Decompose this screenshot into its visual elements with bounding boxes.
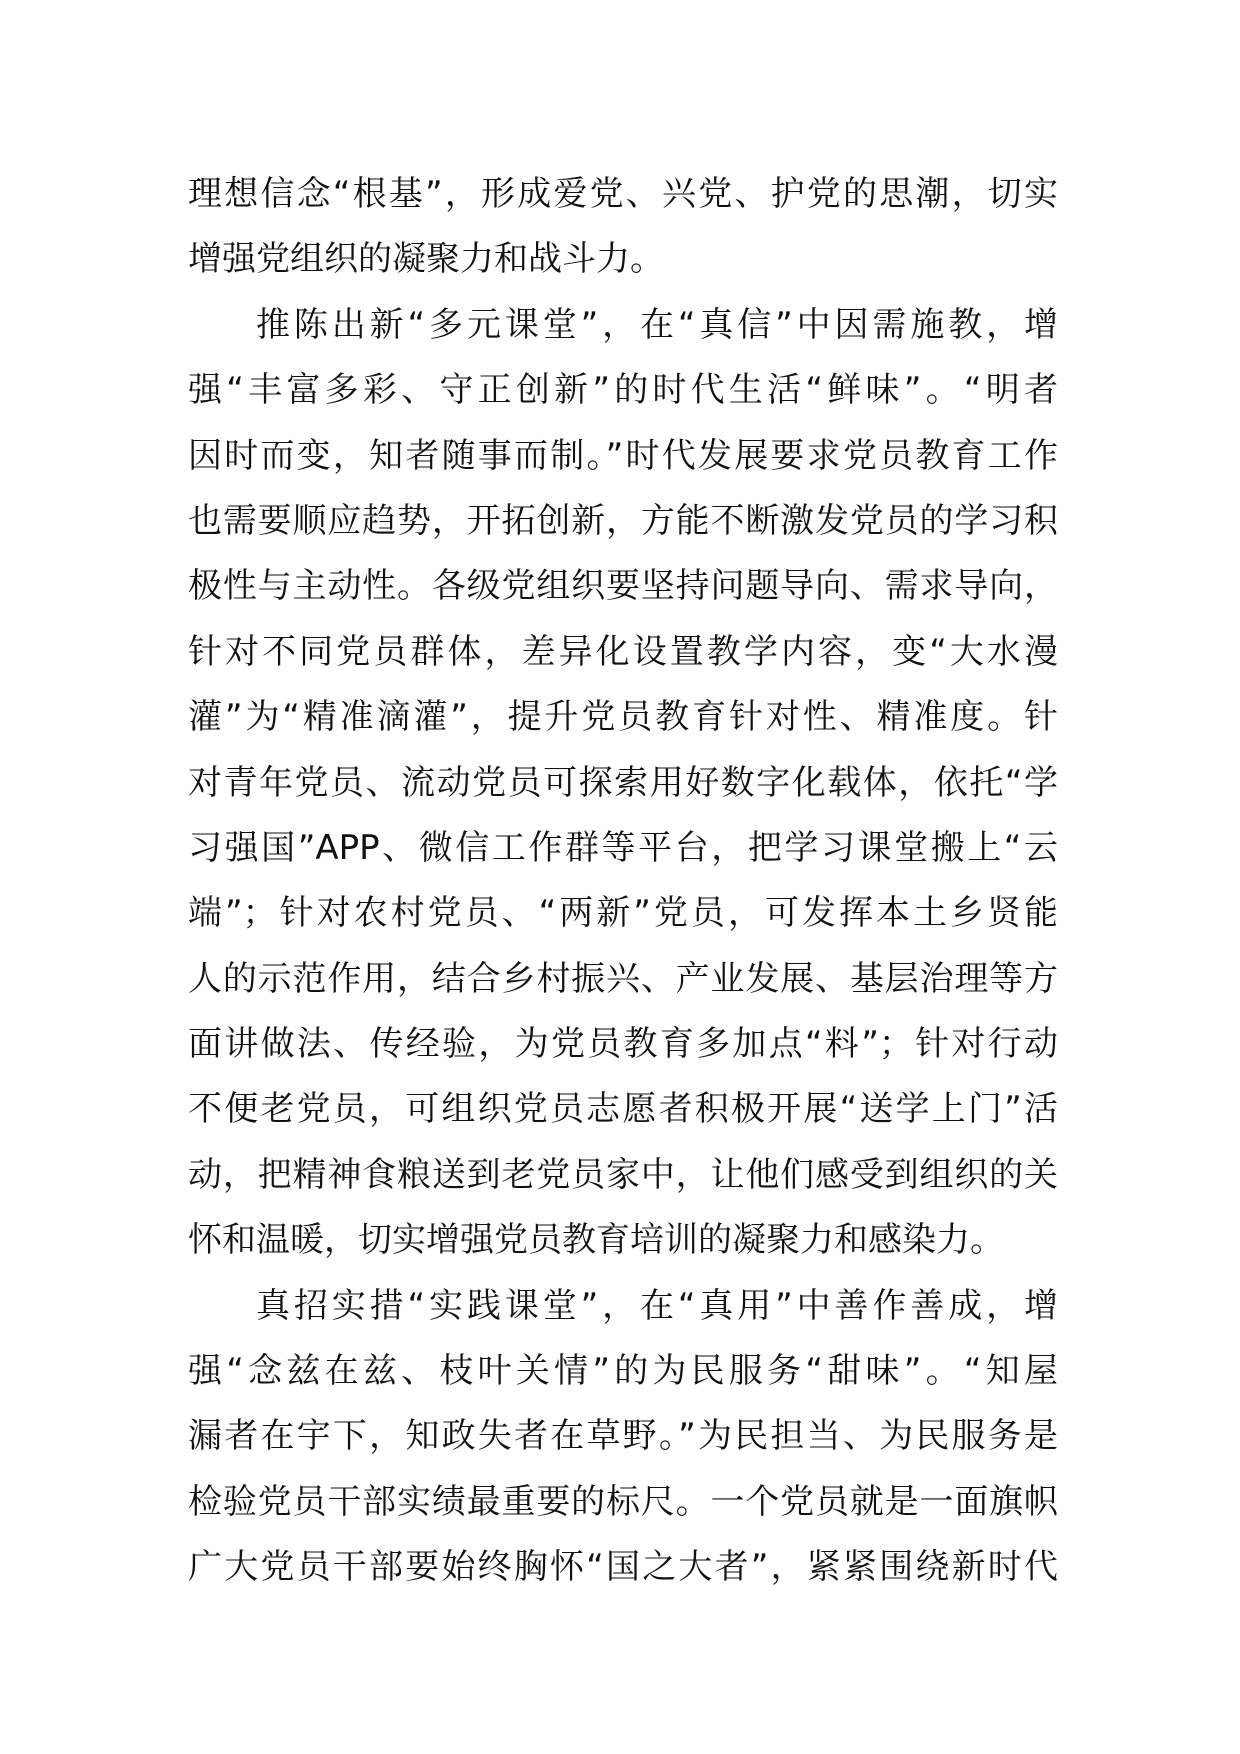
text-line: 人的示范作用，结合乡村振兴、产业发展、基层治理等方 (188, 958, 1058, 999)
text-line: 检验党员干部实绩最重要的标尺。一个党员就是一面旗帜 (188, 1481, 1058, 1522)
text-line: 强“丰富多彩、守正创新”的时代生活“鲜味”。“明者 (188, 370, 1058, 411)
body-text (188, 162, 1058, 1601)
text-line: 广大党员干部要始终胸怀“国之大者”，紧紧围绕新时代 (188, 1547, 1058, 1588)
text-line: 动，把精神食粮送到老党员家中，让他们感受到组织的关 (188, 1154, 1058, 1195)
text-line: 推陈出新“多元课堂”，在“真信”中因需施教，增 (256, 304, 1058, 345)
text-line: 不便老党员，可组织党员志愿者积极开展“送学上门”活 (188, 1089, 1058, 1130)
text-line: 端”；针对农村党员、“两新”党员，可发挥本土乡贤能 (188, 893, 1058, 934)
text-line: 针对不同党员群体，差异化设置教学内容，变“大水漫 (188, 631, 1058, 672)
text-line: 面讲做法、传经验，为党员教育多加点“料”；针对行动 (188, 1024, 1058, 1065)
text-line: 习强国”APP、微信工作群等平台，把学习课堂搬上“云 (188, 827, 1058, 868)
text-line: 因时而变，知者随事而制。”时代发展要求党员教育工作 (188, 435, 1058, 476)
text-line: 极性与主动性。各级党组织要坚持问题导向、需求导向， (188, 566, 1058, 607)
text-line: 增强党组织的凝聚力和战斗力。 (188, 239, 664, 280)
text-line: 漏者在宇下，知政失者在草野。”为民担当、为民服务是 (188, 1416, 1058, 1457)
text-line: 也需要顺应趋势，开拓创新，方能不断激发党员的学习积 (188, 500, 1058, 541)
text-line: 强“念兹在兹、枝叶关情”的为民服务“甜味”。“知屋 (188, 1351, 1058, 1392)
text-line: 对青年党员、流动党员可探索用好数字化载体，依托“学 (188, 762, 1058, 803)
text-line: 理想信念“根基”，形成爱党、兴党、护党的思潮，切实 (188, 174, 1058, 214)
text-line: 真招实措“实践课堂”，在“真用”中善作善成，增 (256, 1285, 1058, 1326)
text-line: 怀和温暖，切实增强党员教育培训的凝聚力和感染力。 (188, 1220, 1004, 1261)
text-line: 灌”为“精准滴灌”，提升党员教育针对性、精准度。针 (188, 697, 1058, 738)
